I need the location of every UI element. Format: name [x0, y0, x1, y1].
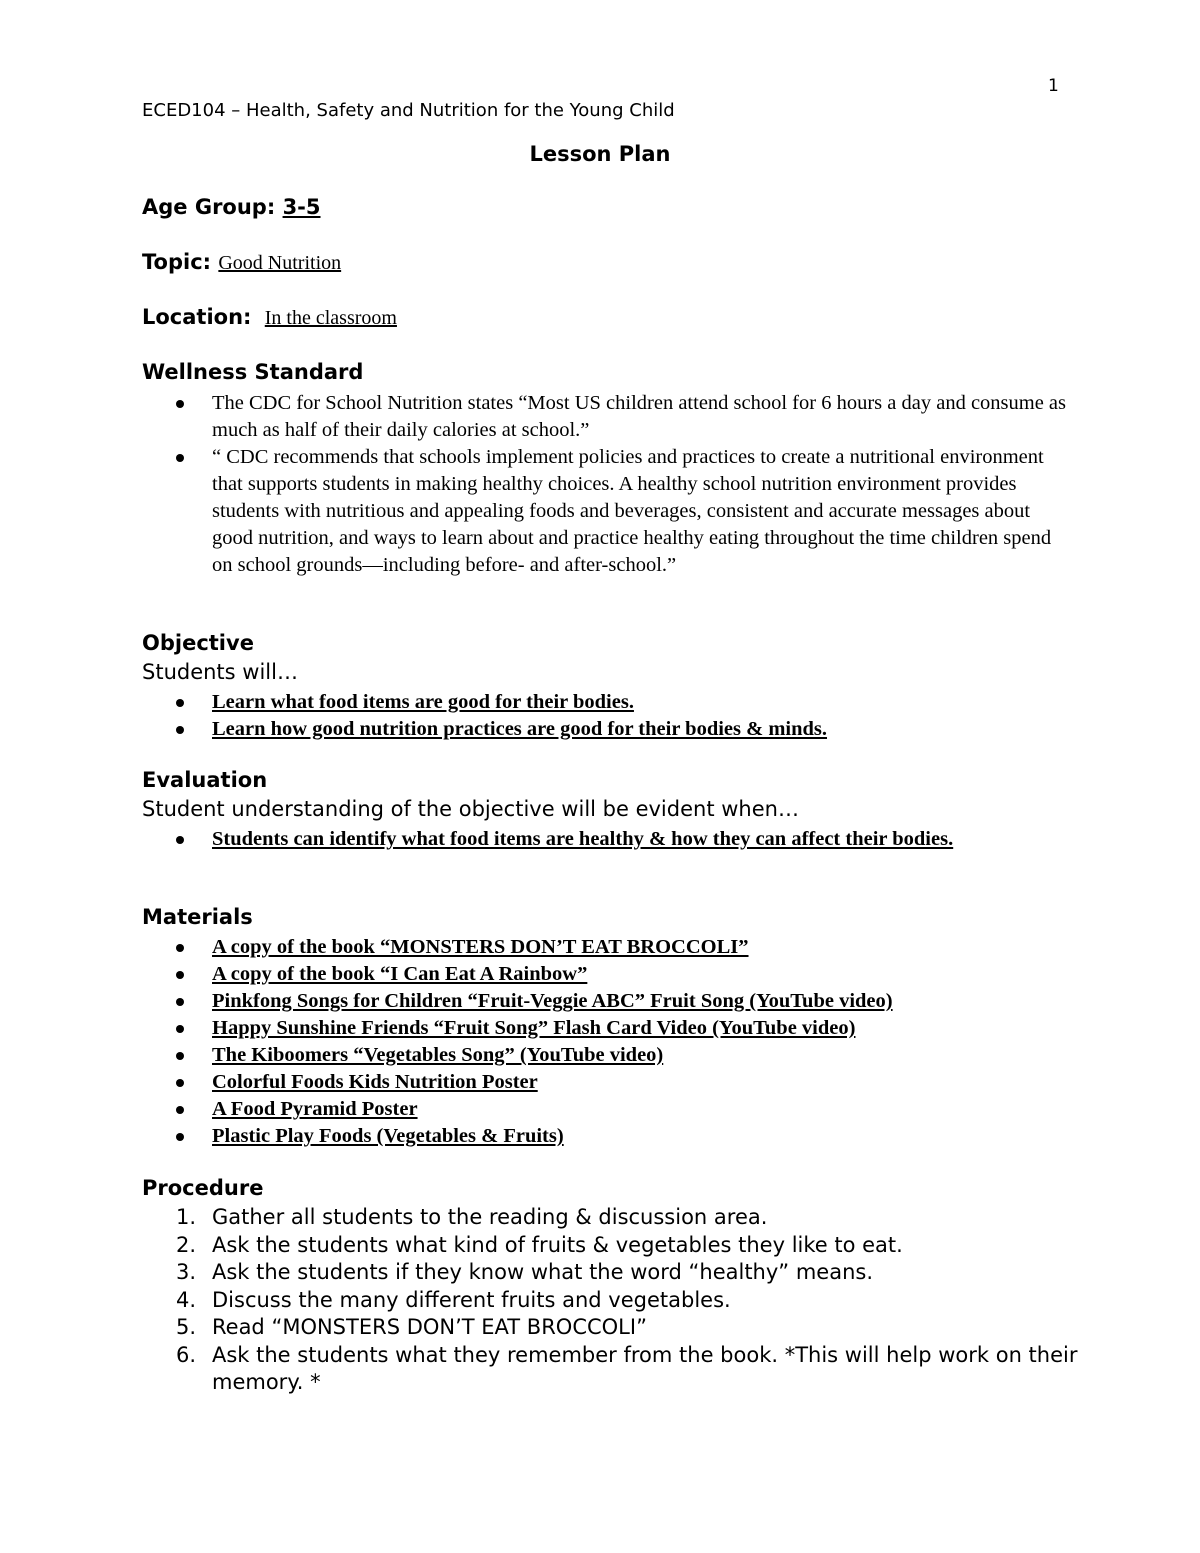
list-item: Happy Sunshine Friends “Fruit Song” Flash Card Video (YouTube video): [142, 1015, 1072, 1042]
procedure-heading: Procedure: [142, 1176, 264, 1200]
objective-heading: Objective: [142, 631, 254, 655]
location-label: Location:: [142, 305, 252, 329]
list-item: 5. Read “MONSTERS DON’T EAT BROCCOLI”: [142, 1314, 1082, 1342]
topic-label: Topic:: [142, 250, 212, 274]
step-number: 5.: [176, 1315, 197, 1339]
age-group-label: Age Group:: [142, 195, 276, 219]
bullet-icon: [176, 1106, 184, 1114]
page-title: Lesson Plan: [529, 142, 671, 166]
list-item: Pinkfong Songs for Children “Fruit-Veggie ABC” Fruit Song (YouTube video): [142, 988, 1072, 1015]
evaluation-lead: Student understanding of the objective will be evident when…: [142, 797, 799, 821]
bullet-icon: [176, 454, 184, 462]
age-group-field: [142, 195, 321, 219]
bullet-icon: [176, 944, 184, 952]
list-item: Colorful Foods Kids Nutrition Poster: [142, 1069, 1072, 1096]
list-item: Learn how good nutrition practices are good for their bodies & minds.: [142, 716, 1072, 743]
bullet-icon: [176, 971, 184, 979]
list-item: Students can identify what food items are healthy & how they can affect their bodies.: [142, 826, 1022, 853]
list-item: 3. Ask the students if they know what the word “healthy” means.: [142, 1259, 1082, 1287]
step-number: 3.: [176, 1260, 197, 1284]
topic-value: Good Nutrition: [218, 252, 342, 274]
bullet-icon: [176, 1052, 184, 1060]
list-item: Plastic Play Foods (Vegetables & Fruits): [142, 1123, 1072, 1150]
page-number: 1: [1048, 76, 1059, 96]
evaluation-heading: Evaluation: [142, 768, 268, 792]
bullet-icon: [176, 998, 184, 1006]
bullet-icon: [176, 726, 184, 734]
location-value: In the classroom: [264, 307, 397, 329]
list-item: The Kiboomers “Vegetables Song” (YouTube video): [142, 1042, 1072, 1069]
objective-list: [142, 689, 1072, 743]
materials-heading: Materials: [142, 905, 253, 929]
list-item: A copy of the book “MONSTERS DON’T EAT BROCCOLI”: [142, 934, 1072, 961]
list-item: 4. Discuss the many different fruits and vegetables.: [142, 1287, 1082, 1315]
list-item: 6. Ask the students what they remember from the book. *This will help work on their memory. *: [176, 1342, 1078, 1394]
step-number: 6.: [176, 1342, 197, 1367]
list-item: A copy of the book “I Can Eat A Rainbow”: [142, 961, 1072, 988]
course-header: ECED104 – Health, Safety and Nutrition for the Young Child: [142, 100, 675, 121]
bullet-icon: [176, 699, 184, 707]
location-field: [142, 305, 397, 330]
list-item: The CDC for School Nutrition states “Most US children attend school for 6 hours a day and consume as much as half of their daily calories at school.”: [142, 390, 1072, 444]
bullet-icon: [176, 1079, 184, 1087]
wellness-heading: Wellness Standard: [142, 360, 364, 384]
bullet-icon: [176, 400, 184, 408]
procedure-list: [142, 1204, 1082, 1397]
step-number: 1.: [176, 1205, 197, 1229]
list-item: “ CDC recommends that schools implement policies and practices to create a nutritional environment that supports students in making healthy choices. A healthy school nutrition environment provides students with nutritious and appealing foods and beverages, consistent and accurate messages about good nutrition, and ways to learn about and practice healthy eating throughout the time children spend on school grounds—including before- and after-school.”: [142, 444, 1072, 579]
step-number: 4.: [176, 1287, 197, 1312]
step-number: 2.: [176, 1232, 197, 1257]
bullet-icon: [176, 1025, 184, 1033]
bullet-icon: [176, 836, 184, 844]
list-item: 2. Ask the students what kind of fruits & vegetables they like to eat.: [142, 1232, 1082, 1260]
evaluation-list: [142, 826, 1022, 853]
age-group-value: 3-5: [282, 195, 321, 219]
list-item: Learn what food items are good for their bodies.: [142, 689, 1072, 716]
wellness-list: [142, 390, 1072, 579]
objective-lead: Students will…: [142, 660, 298, 684]
list-item: A Food Pyramid Poster: [142, 1096, 1072, 1123]
topic-field: [142, 250, 341, 275]
materials-list: [142, 934, 1072, 1150]
bullet-icon: [176, 1133, 184, 1141]
list-item: 1. Gather all students to the reading & discussion area.: [142, 1204, 1082, 1232]
